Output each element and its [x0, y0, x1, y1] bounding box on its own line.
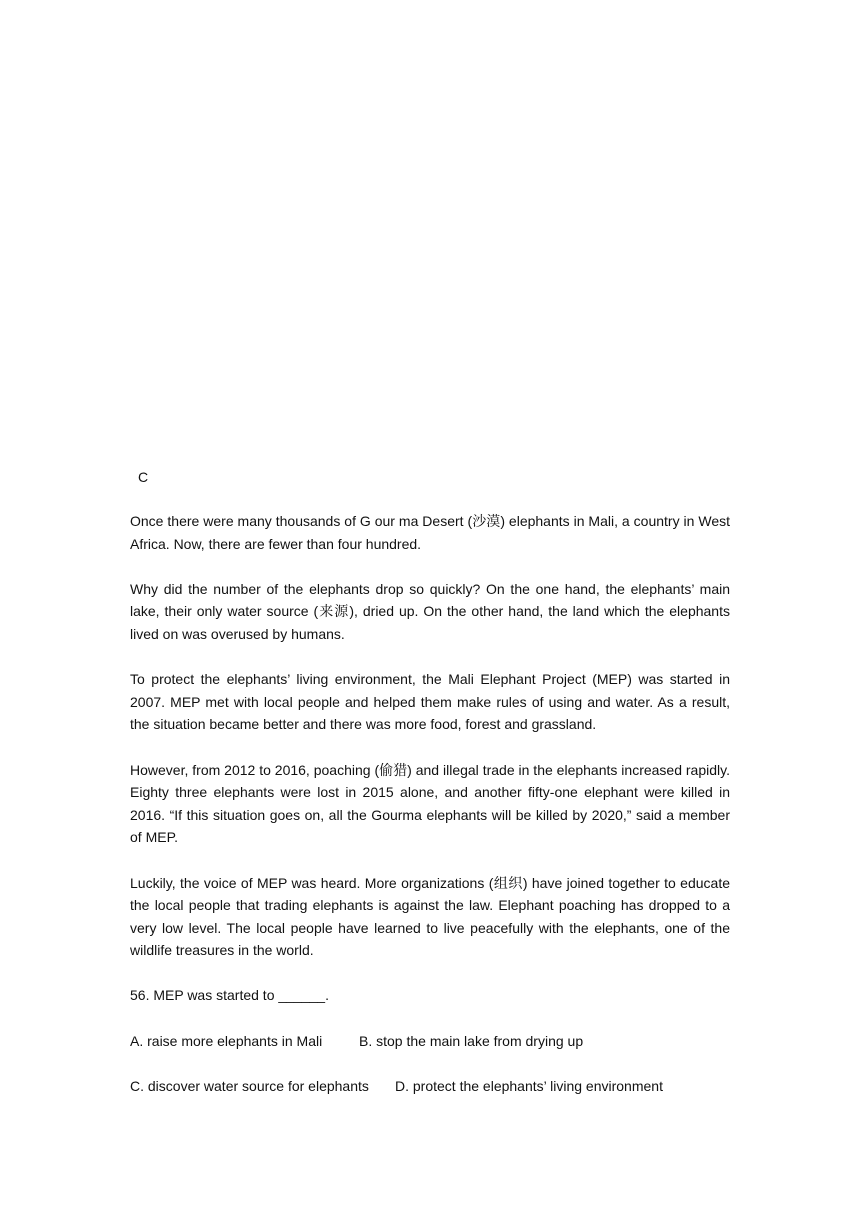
passage-paragraph-1: Once there were many thousands of G our ma Desert (沙漠) elephants in Mali, a country in West Africa. Now, there are fewer than four hundred.: [130, 513, 730, 552]
reading-passage: [130, 510, 730, 1120]
option-a: A. raise more elephants in Mali: [130, 1032, 323, 1049]
option-b: B. stop the main lake from drying up: [359, 1032, 584, 1049]
section-label: C: [138, 469, 149, 485]
options-row-2: [130, 1075, 730, 1098]
passage-paragraph-3: To protect the elephants’ living environment, the Mali Elephant Project (MEP) was started in 2007. MEP met with local people and helped them make rules of using and water. As a result, the situation became better and there was more food, forest and grassland.: [130, 671, 730, 733]
option-d: D. protect the elephants’ living environment: [395, 1077, 663, 1094]
option-c: C. discover water source for elephants: [130, 1077, 369, 1094]
question-stem: 56. MEP was started to ______.: [130, 987, 329, 1004]
passage-paragraph-5: Luckily, the voice of MEP was heard. More organizations (组织) have joined together to educate the local people that trading elephants is against the law. Elephant poaching has dropped to a very low level. The local people have learned to live peacefully with the elephants, one of the wildlife treasures in the world.: [130, 874, 730, 959]
options-row-1: [130, 1030, 730, 1053]
passage-paragraph-4: However, from 2012 to 2016, poaching (偷猎) and illegal trade in the elephants increased rapidly. Eighty three elephants were lost in 2015 alone, and another fifty-one elephant were killed in 2016. “If this situation goes on, all the Gourma elephants will be killed by 2020,” said a member of MEP.: [130, 761, 730, 846]
passage-paragraph-2: Why did the number of the elephants drop so quickly? On the one hand, the elephants’ main lake, their only water source (来源), dried up. On the other hand, the land which the elephants lived on was overused by humans.: [130, 580, 730, 642]
